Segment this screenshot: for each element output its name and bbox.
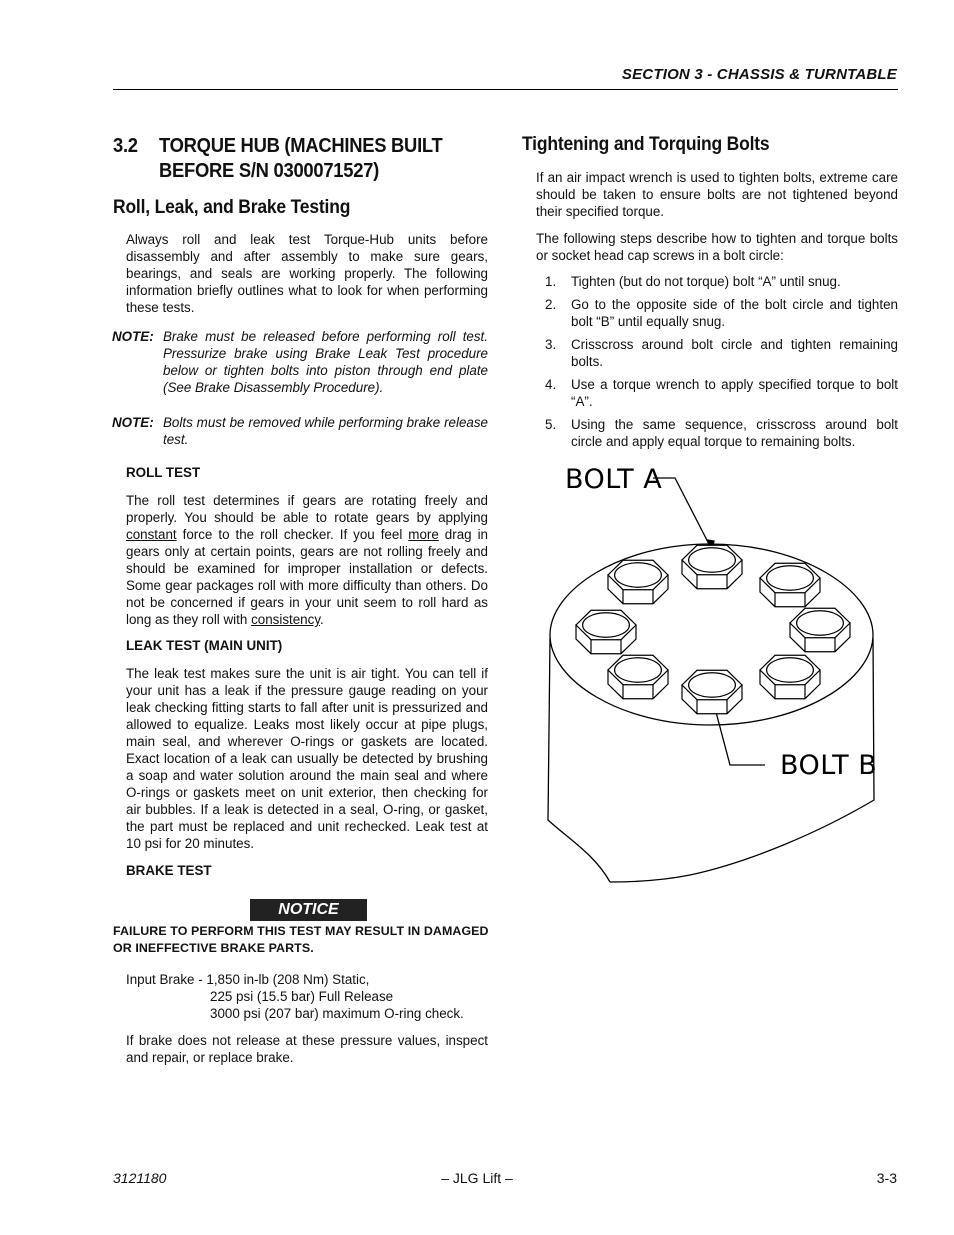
spec-line-3: 3000 psi (207 bar) maximum O-ring check. — [210, 1006, 464, 1021]
spec-line-1: Input Brake - 1,850 in-lb (208 Nm) Static, — [126, 972, 370, 987]
bolt-head-icon — [608, 655, 668, 698]
step-number: 4. — [545, 377, 557, 392]
note-text: Bolts must be removed while performing brake release test. — [163, 415, 488, 447]
bolt-head-icon — [608, 560, 668, 603]
list-item — [545, 296, 898, 330]
page-number: 3-3 — [876, 1170, 897, 1186]
closing-paragraph: If brake does not release at these pressure values, inspect and repair, or replace brake. — [126, 1033, 488, 1065]
note-label: NOTE: — [112, 329, 154, 344]
step-number: 1. — [545, 274, 557, 289]
subheading-roll-leak-brake: Roll, Leak, and Brake Testing — [113, 197, 351, 218]
leak-test-paragraph: The leak test makes sure the unit is air tight. You can tell if your unit has a leak if the pressure gauge reading on your leak checking fitting starts to fall after unit is pressurized and allowed to equalize. Leaks most likely occur at pipe plugs, main seal, and wherever O-rings or gaskets are located. Exact location of a leak can usually be detected by brushing a soap and water solution around the main seal and where O-rings or gaskets meet on unit exterior, then checking for air bubbles. If a leak is detected in a seal, O-ring, or gasket, the part must be replaced and unit rechecked. Leak test at 10 psi for 20 minutes. — [126, 666, 488, 851]
step-text: Use a torque wrench to apply specified torque to bolt “A”. — [571, 377, 898, 409]
tightening-paragraph-1: If an air impact wrench is used to tighten bolts, extreme care should be taken to ensure bolts are not tightened beyond their specified torque. — [536, 170, 898, 219]
note-2 — [112, 414, 488, 448]
spec-line-2: 225 psi (15.5 bar) Full Release — [210, 989, 394, 1004]
bolt-circle-figure — [540, 460, 880, 890]
list-item — [545, 416, 898, 450]
roll-text-a: The roll test determines if gears are rotating freely and properly. You should be able to rotate gears by applying — [126, 493, 488, 525]
section-heading — [113, 134, 481, 184]
doc-number: 3121180 — [113, 1170, 167, 1186]
footer-center: – JLG Lift – — [441, 1170, 513, 1186]
intro-paragraph: Always roll and leak test Torque-Hub units before disassembly and after assembly to make sure gears, bearings, and seals are working properly. The following information briefly outlines what to look for when performing these tests. — [126, 232, 488, 315]
bolt-head-icon — [576, 610, 636, 653]
roll-test-title: ROLL TEST — [126, 465, 201, 480]
step-number: 2. — [545, 297, 557, 312]
bolt-b-label: BOLT B — [780, 750, 878, 781]
list-item — [545, 273, 898, 290]
step-text: Go to the opposite side of the bolt circle and tighten bolt “B” until equally snug. — [571, 297, 898, 329]
section-title: SECTION 3 - CHASSIS & TURNTABLE — [621, 66, 897, 83]
notice-text: FAILURE TO PERFORM THIS TEST MAY RESULT IN DAMAGED OR INEFFECTIVE BRAKE PARTS. — [113, 924, 489, 955]
notice-badge — [250, 899, 367, 921]
bolt-head-icon — [760, 563, 820, 606]
roll-underlined-more: more — [408, 527, 439, 542]
note-label: NOTE: — [112, 415, 154, 430]
roll-underlined-consistency: consistency — [251, 612, 321, 627]
note-1 — [112, 328, 488, 396]
subheading-tightening: Tightening and Torquing Bolts — [522, 134, 770, 155]
bolt-head-icon — [790, 608, 850, 651]
bolt-head-icon — [682, 545, 742, 588]
step-number: 3. — [545, 337, 557, 352]
bolt-head-icon — [760, 655, 820, 698]
section-number: 3.2 — [113, 135, 138, 157]
step-text: Crisscross around bolt circle and tighten remaining bolts. — [571, 337, 898, 369]
roll-underlined-constant: constant — [126, 527, 177, 542]
roll-text-c: drag in gears only at certain points, gears are not rolling freely and should be examined for improper installation or defects. Some gear packages roll with more difficulty than others. Do not be concerned if gears in your unit seem to roll hard as long as they roll with — [126, 527, 488, 627]
step-text: Tighten (but do not torque) bolt “A” until snug. — [571, 274, 841, 289]
list-item — [545, 376, 898, 410]
heading-line-2: BEFORE S/N 0300071527) — [159, 160, 379, 182]
roll-text-b: force to the roll checker. If you feel — [182, 527, 403, 542]
step-number: 5. — [545, 417, 557, 432]
note-text: Brake must be released before performing roll test. Pressurize brake using Brake Leak Test procedure below or tighten bolts into piston through end plate (See Brake Disassembly Procedure). — [163, 329, 488, 395]
tightening-steps — [545, 273, 898, 456]
roll-text-d: . — [320, 612, 324, 627]
header-rule — [113, 89, 898, 90]
bolt-head-icon — [682, 670, 742, 713]
tightening-paragraph-2: The following steps describe how to tighten and torque bolts or socket head cap screws in a bolt circle: — [536, 231, 898, 263]
roll-test-paragraph — [126, 492, 488, 628]
bolt-a-label: BOLT A — [565, 464, 663, 495]
step-text: Using the same sequence, crisscross around bolt circle and apply equal torque to remaining bolts. — [571, 417, 898, 449]
heading-line-1: TORQUE HUB (MACHINES BUILT — [159, 135, 443, 157]
brake-test-title: BRAKE TEST — [126, 863, 212, 878]
leak-test-title: LEAK TEST (MAIN UNIT) — [126, 638, 283, 653]
list-item — [545, 336, 898, 370]
notice-label: NOTICE — [278, 901, 339, 918]
